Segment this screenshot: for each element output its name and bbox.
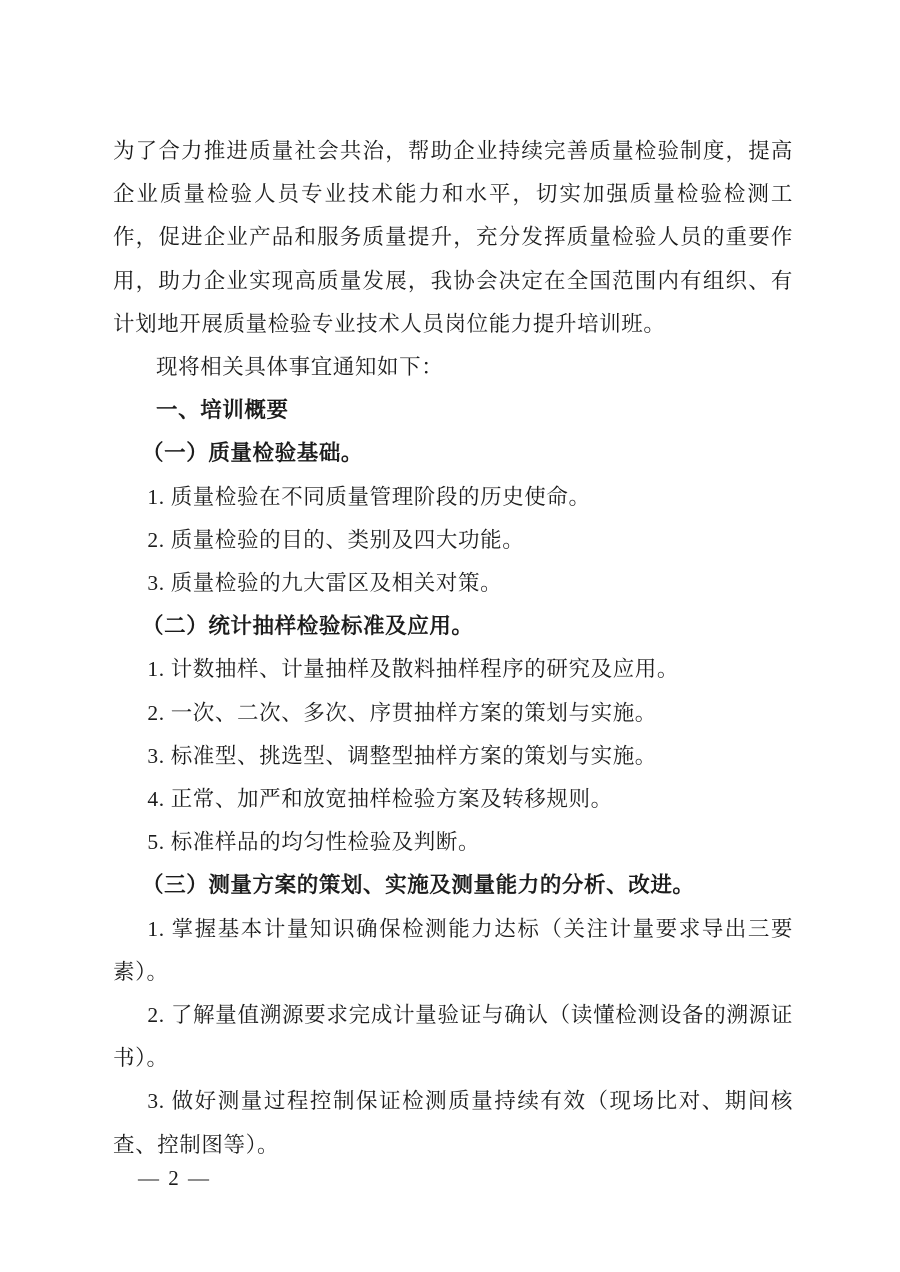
list-item: 2. 了解量值溯源要求完成计量验证与确认（读懂检测设备的溯源证书）。 — [113, 1003, 793, 1071]
list-item: 3. 质量检验的九大雷区及相关对策。 — [147, 571, 503, 596]
section-title-training-overview: 一、培训概要 — [156, 398, 289, 423]
page-number: — 2 — — [138, 1166, 211, 1190]
subsection-1-heading: （一）质量检验基础。 — [142, 441, 364, 466]
subsection-3-heading: （三）测量方案的策划、实施及测量能力的分析、改进。 — [142, 873, 695, 898]
list-item: 4. 正常、加严和放宽抽样检验方案及转移规则。 — [147, 787, 613, 812]
list-item: 5. 标准样品的均匀性检验及判断。 — [147, 830, 481, 855]
list-item: 1. 计数抽样、计量抽样及散料抽样程序的研究及应用。 — [147, 657, 679, 682]
subsection-2-heading: （二）统计抽样检验标准及应用。 — [142, 614, 474, 639]
list-item: 3. 标准型、挑选型、调整型抽样方案的策划与实施。 — [147, 743, 657, 768]
list-item: 2. 一次、二次、多次、序贯抽样方案的策划与实施。 — [147, 700, 657, 725]
list-item: 1. 质量检验在不同质量管理阶段的历史使命。 — [147, 484, 591, 509]
notice-paragraph: 现将相关具体事宜通知如下： — [156, 355, 444, 380]
list-item: 2. 质量检验的目的、类别及四大功能。 — [147, 527, 525, 552]
list-item: 3. 做好测量过程控制保证检测质量持续有效（现场比对、期间核查、控制图等）。 — [113, 1089, 793, 1157]
list-item: 1. 掌握基本计量知识确保检测能力达标（关注计量要求导出三要素）。 — [113, 916, 793, 984]
intro-paragraph: 为了合力推进质量社会共治，帮助企业持续完善质量检验制度，提高企业质量检验人员专业技术能力和水平，切实加强质量检验检测工作，促进企业产品和服务质量提升，充分发挥质量检验人员的重要作用，助力企业实现高质量发展，我协会决定在全国范围内有组织、有计划地开展质量检验专业技术人员岗位能力提升培训班。 — [113, 139, 793, 336]
document-body — [113, 130, 793, 1167]
